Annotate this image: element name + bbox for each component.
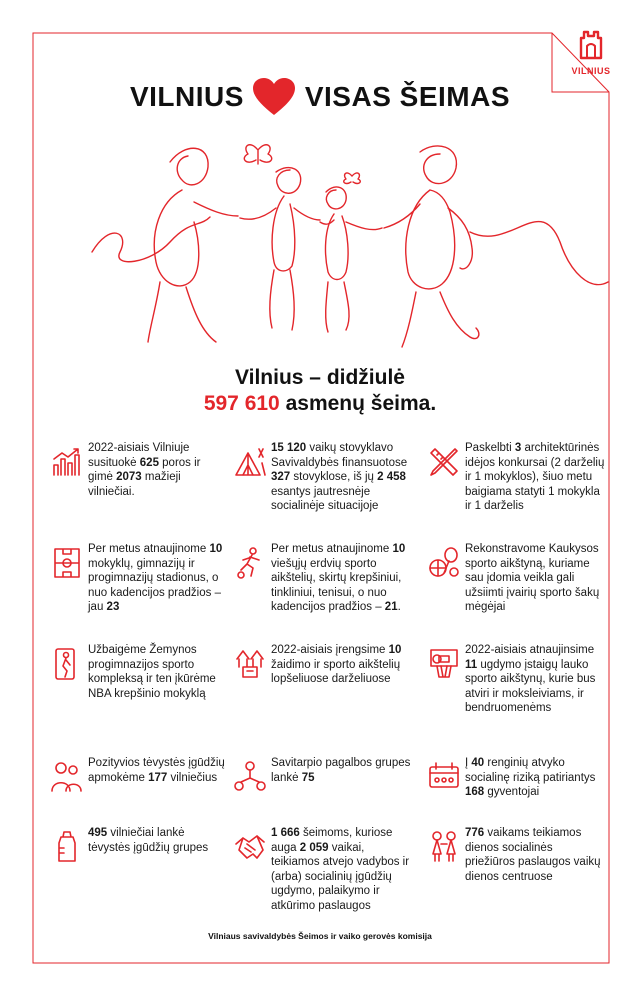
stat-number: 10 — [392, 543, 406, 555]
stat-text — [88, 643, 228, 701]
stat-text-part: žaidimo ir sporto aikštelių lopšeliuose darželiuose — [271, 658, 401, 686]
headline-line2 — [0, 391, 640, 417]
stat-text — [271, 542, 411, 615]
stat-number: 3 — [514, 442, 522, 454]
population-number: 597 610 — [203, 392, 280, 415]
stat-number: 168 — [465, 786, 485, 799]
stat-number: 495 — [88, 827, 108, 839]
stat-number: 23 — [106, 601, 120, 614]
stat-text-part: vilniečius — [167, 771, 218, 784]
stat-number: 11 — [465, 658, 478, 671]
stat-text-part: Užbaigėme Žemynos progimnazijos sporto kompleksą ir ten įkūrėme NBA krepšinio mokyklą — [88, 644, 216, 700]
stat-text-part: vaikų stovyklavo Savivaldybės finansuotose — [271, 442, 408, 469]
stat-text-part: 2022-aisiais atnaujinsime — [465, 644, 595, 656]
stat-text-part: architektūrinės idėjos konkursai (2 darželių ir 1 mokyklos), šiuo metu baigiama statyti 1 mokykla ir 1 darželis — [465, 442, 605, 513]
logo-text: VILNIUS — [571, 66, 611, 76]
stat-text — [271, 756, 411, 785]
stat-number: 15 120 — [271, 442, 307, 454]
ruler-pencil-icon — [427, 445, 461, 479]
stat-text-part: 2022-aisiais Vilniuje susituokė — [88, 442, 190, 469]
sport-balls-icon — [427, 546, 461, 580]
stat-text-part: Rekonstravome Kaukysos sporto aikštyną, kuriame sau įdomia veikla gali užsiimti įvairių sporto šakų mėgėjai — [465, 543, 600, 614]
event-calendar-icon — [427, 760, 461, 794]
parents-icon — [50, 760, 84, 794]
basketball-hoop-icon — [427, 647, 461, 681]
stat-text — [88, 542, 228, 615]
stat-text-part: vilniečiai lankė tėvystės įgūdžių grupes — [88, 827, 209, 854]
page-title — [0, 77, 640, 117]
stat-text-part: viešųjų erdvių sporto aikštelių, skirtų krepšiniui, tinkliniui, tenisui, o nuo kadencijos pradžios – — [271, 557, 402, 614]
stat-text-part: Į — [465, 757, 472, 769]
children-icon — [427, 830, 461, 864]
stat-text — [271, 643, 411, 687]
stat-number: 10 — [209, 543, 223, 555]
stat-text-part: ugdymo įstaigų lauko sporto aikštynų, kurie bus atviri ir moksleiviams, ir bendruomenėms — [465, 658, 596, 715]
stat-text-part: mažieji vilniečiai. — [88, 471, 181, 498]
stat-text — [465, 756, 605, 800]
stat-text — [88, 826, 228, 855]
stat-text — [465, 826, 605, 884]
stat-text — [465, 441, 605, 514]
stat-text-part: Pozityvios tėvystės įgūdžių apmokėme — [88, 757, 225, 784]
stat-text-part: Per metus atnaujinome — [271, 543, 393, 555]
stat-text — [465, 542, 605, 615]
stat-text-part: renginių atvyko socialinę riziką patiriantys — [465, 757, 596, 784]
headline-line1: Vilnius – didžiulė — [235, 366, 405, 389]
heart-icon — [252, 77, 296, 117]
stat-text — [271, 826, 411, 914]
nba-logo-icon — [50, 647, 84, 681]
baby-bottle-icon — [50, 830, 84, 864]
headline — [0, 365, 640, 417]
support-group-icon — [233, 760, 267, 794]
title-right: VISAS ŠEIMAS — [304, 81, 511, 112]
handshake-icon — [233, 830, 267, 864]
castle-tower-icon — [576, 28, 606, 60]
stat-text-part: esantys jautresnėje socialinėje situacijoje — [271, 485, 379, 513]
stat-text-part: vaikai, teikiamos atvejo vadybos ir (arba) socialinių įgūdžių ugdymo, palaikymo ir atkūrimo paslaugos — [271, 841, 410, 912]
stat-text-part: Per metus atnaujinome — [88, 543, 210, 555]
stat-text — [465, 643, 605, 716]
headline-line2-rest: asmenų šeima. — [279, 392, 437, 415]
footer-credit: Vilniaus savivaldybės Šeimos ir vaiko gerovės komisija — [208, 931, 432, 941]
stat-number: 1 666 — [271, 827, 300, 839]
stat-number: 21 — [384, 601, 398, 614]
stat-text-part: vaikams teikiamos dienos socialinės priežiūros paslaugos vaikų dienos centruose — [465, 827, 601, 883]
stat-number: 2073 — [116, 471, 142, 484]
stat-number: 2 059 — [299, 841, 329, 854]
football-player-icon — [233, 546, 267, 580]
stat-number: 75 — [301, 771, 315, 784]
stat-number: 625 — [139, 456, 159, 469]
stat-number: 776 — [465, 827, 485, 839]
family-illustration — [90, 132, 610, 362]
stat-text-part: . — [397, 601, 401, 614]
stat-number: 40 — [471, 757, 485, 769]
stat-number: 2 458 — [377, 471, 406, 484]
stat-number: 10 — [388, 644, 402, 656]
tent-camp-icon — [233, 445, 267, 479]
stat-text-part: šeimoms, kuriose auga — [271, 827, 393, 854]
soccer-field-icon — [50, 546, 84, 580]
stat-text — [88, 441, 228, 499]
stat-text — [271, 441, 411, 514]
stat-number: 327 — [271, 471, 291, 484]
stat-text-part: Paskelbti — [465, 442, 515, 454]
stat-text-part: Savitarpio pagalbos grupes lankė — [271, 757, 411, 784]
stat-text-part: stovyklose, iš jų — [290, 471, 378, 484]
stat-text-part: gyventojai — [484, 786, 540, 799]
growth-chart-icon — [50, 445, 84, 479]
stat-text — [88, 756, 228, 785]
stat-text-part: mokyklų, gimnazijų ir progimnazijų stadionus, o nuo kadencijos pradžios – jau — [88, 557, 221, 614]
title-left: VILNIUS — [129, 81, 244, 112]
stat-number: 177 — [148, 771, 168, 784]
stat-text-part: 2022-aisiais įrengsime — [271, 644, 389, 656]
playground-icon — [233, 647, 267, 681]
stat-text-part: poros ir gimė — [88, 456, 201, 484]
vilnius-logo[interactable] — [563, 28, 619, 76]
